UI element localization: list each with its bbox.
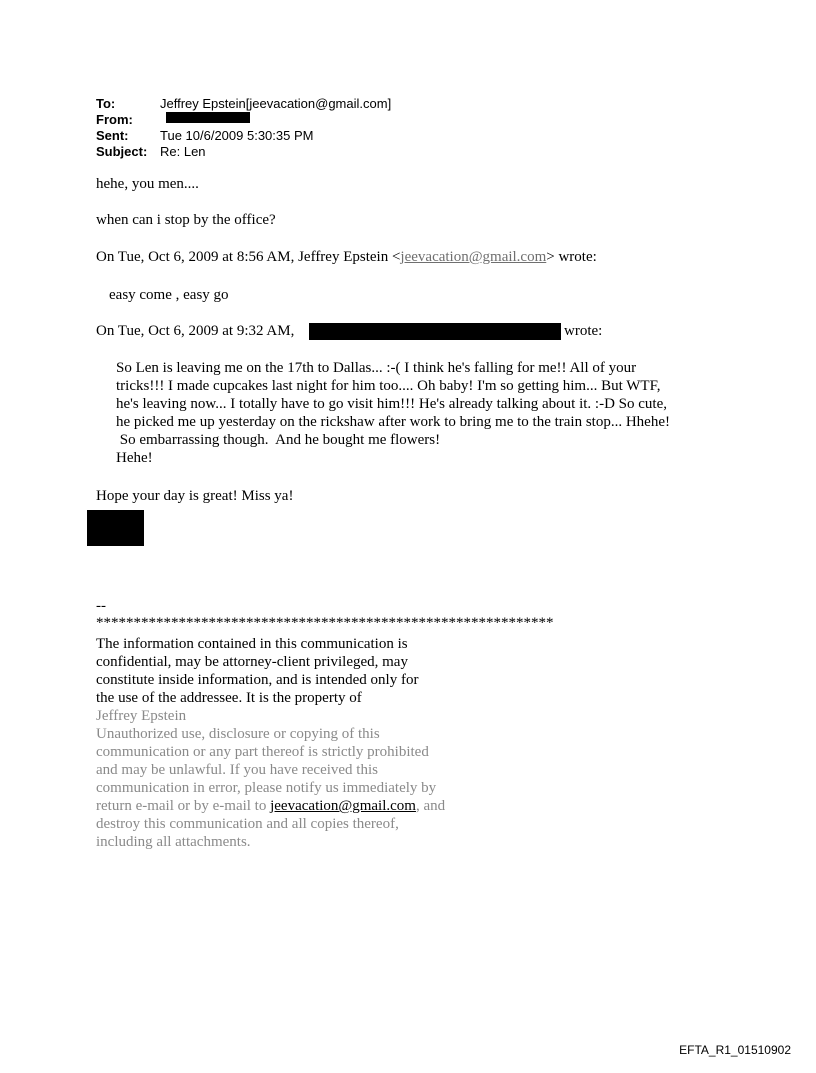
redaction-signature bbox=[87, 510, 144, 546]
quote-header-1-prefix: On Tue, Oct 6, 2009 at 8:56 AM, Jeffrey Epstein < bbox=[96, 249, 401, 265]
redaction-from bbox=[166, 112, 250, 123]
disclaimer-email-prefix: return e-mail or by e-mail to bbox=[96, 798, 271, 814]
sent-value: Tue 10/6/2009 5:30:35 PM bbox=[160, 128, 314, 143]
quote-header-1-email-link[interactable]: jeevacation@gmail.com bbox=[400, 249, 547, 265]
disclaimer-line bbox=[96, 797, 445, 815]
quote-header-2-suffix: wrote: bbox=[564, 323, 603, 339]
redaction-sender bbox=[309, 323, 561, 340]
quoted-paragraph bbox=[116, 359, 670, 467]
quoted-line: Hehe! bbox=[116, 450, 153, 466]
document-id: EFTA_R1_01510902 bbox=[679, 1043, 791, 1057]
quote-header-1-suffix: > wrote: bbox=[546, 249, 597, 265]
disclaimer-line: the use of the addressee. It is the property of bbox=[96, 690, 362, 706]
subject-label: Subject: bbox=[96, 144, 148, 159]
disclaimer-line: communication in error, please notify us immediately by bbox=[96, 780, 437, 796]
sent-label: Sent: bbox=[96, 128, 129, 143]
quoted-line: So embarrassing though. And he bought me flowers! bbox=[116, 432, 441, 448]
disclaimer-line: and may be unlawful. If you have received this bbox=[96, 762, 378, 778]
quoted-line: tricks!!! I made cupcakes last night for him too.... Oh baby! I'm so getting him... But WTF, bbox=[116, 378, 661, 394]
quote-header-2-prefix: On Tue, Oct 6, 2009 at 9:32 AM, bbox=[96, 323, 295, 339]
quote-header-1 bbox=[96, 248, 597, 266]
body-line-1: hehe, you men.... bbox=[96, 176, 199, 192]
disclaimer-line: confidential, may be attorney-client privileged, may bbox=[96, 654, 408, 670]
reply-line: easy come , easy go bbox=[109, 287, 229, 303]
disclaimer-text bbox=[96, 635, 445, 851]
disclaimer-line: Jeffrey Epstein bbox=[96, 708, 187, 724]
disclaimer-email-suffix: , and bbox=[415, 798, 446, 814]
to-label: To: bbox=[96, 96, 116, 111]
disclaimer-line: The information contained in this communication is bbox=[96, 636, 408, 652]
quoted-line: he's leaving now... I totally have to go visit him!!! He's already talking about it. :-D So cute, bbox=[116, 396, 667, 412]
quoted-line: So Len is leaving me on the 17th to Dallas... :-( I think he's falling for me!! All of your bbox=[116, 360, 637, 376]
quoted-line: he picked me up yesterday on the rickshaw after work to bring me to the train stop... Hhehe! bbox=[116, 414, 670, 430]
closing-line: Hope your day is great! Miss ya! bbox=[96, 488, 294, 504]
disclaimer-line: constitute inside information, and is intended only for bbox=[96, 672, 419, 688]
from-label: From: bbox=[96, 112, 133, 127]
signature-stars: ************************************************************* bbox=[96, 615, 554, 631]
body-line-2: when can i stop by the office? bbox=[96, 212, 276, 228]
disclaimer-line: including all attachments. bbox=[96, 834, 251, 850]
disclaimer-line: Unauthorized use, disclosure or copying of this bbox=[96, 726, 380, 742]
subject-value: Re: Len bbox=[160, 144, 206, 159]
disclaimer-email-link[interactable]: jeevacation@gmail.com bbox=[270, 798, 416, 814]
disclaimer-line: destroy this communication and all copies thereof, bbox=[96, 816, 399, 832]
signature-dashes: -- bbox=[96, 598, 106, 614]
disclaimer-line: communication or any part thereof is strictly prohibited bbox=[96, 744, 429, 760]
to-value: Jeffrey Epstein[jeevacation@gmail.com] bbox=[160, 96, 392, 111]
